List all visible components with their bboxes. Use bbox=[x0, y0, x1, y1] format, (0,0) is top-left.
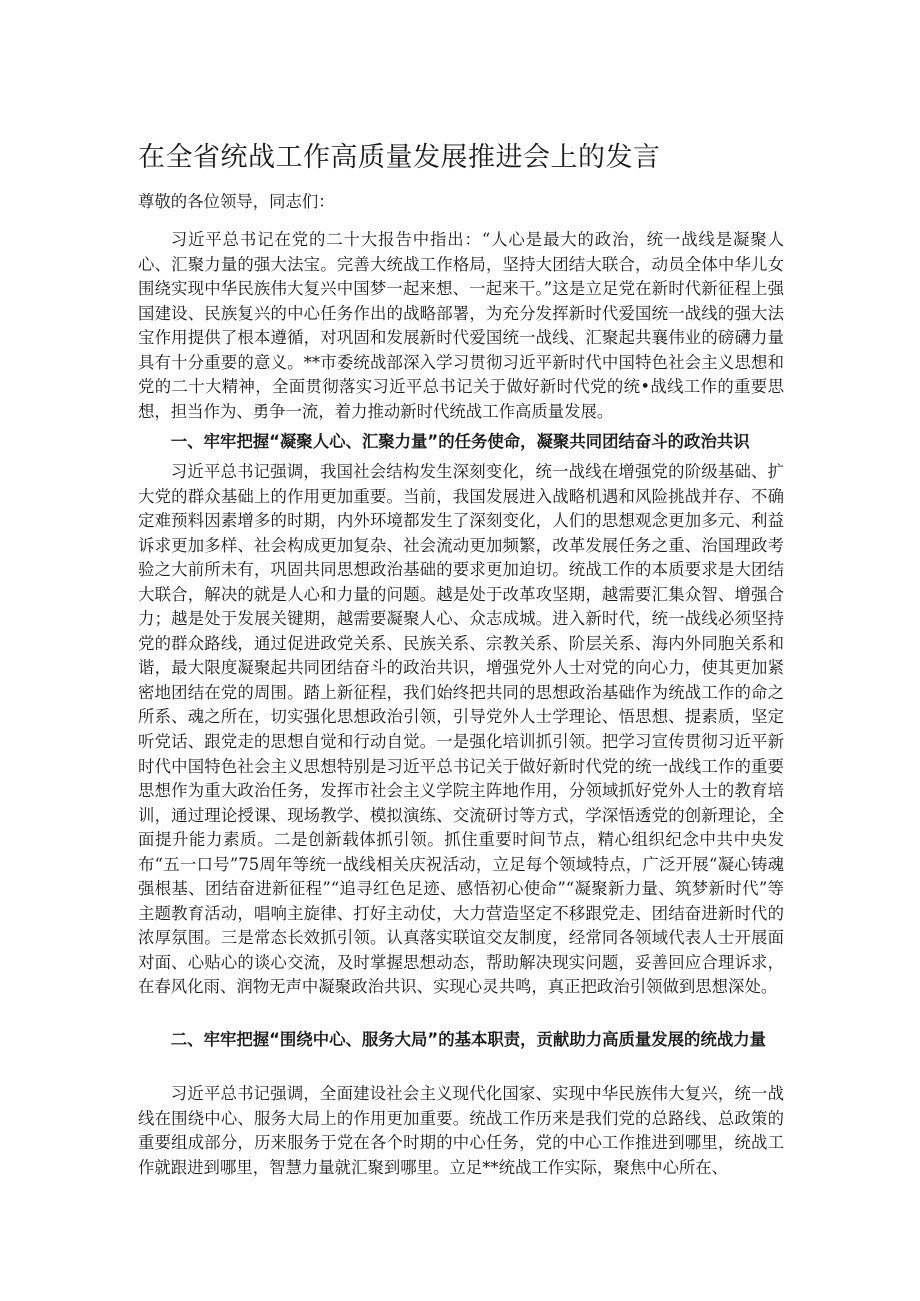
paragraph-section-2: 习近平总书记强调，全面建设社会主义现代化国家、实现中华民族伟大复兴，统一战线在围绕中心、服务大局上的作用更加重要。统战工作历来是我们党的总路线、总政策的重要组成部分，历来服务于党在各个时期的中心任务，党的中心工作推进到哪里，统战工作就跟进到哪里，智慧力量就汇聚到哪里。立足**统战工作实际，聚焦中心所在、 bbox=[138, 1084, 784, 1177]
section-heading-2: 二、牢牢把握“围绕中心、服务大局”的基本职责，贡献助力高质量发展的统战力量 bbox=[170, 1030, 767, 1049]
salutation: 尊敬的各位领导，同志们： bbox=[138, 192, 335, 211]
paragraph-intro: 习近平总书记在党的二十大报告中指出：“人心是最大的政治，统一战线是凝聚人心、汇聚力量的强大法宝。完善大统战工作格局，坚持大团结大联合，动员全体中华儿女围绕实现中华民族伟大复兴中国梦一起来想、一起来干。”这是立足党在新时代新征程上强国建设、民族复兴的中心任务作出的战略部署，为充分发挥新时代爱国统一战线的强大法宝作用提供了根本遵循，对巩固和发展新时代爱国统一战线、汇聚起共襄伟业的磅礴力量具有十分重要的意义。**市委统战部深入学习贯彻习近平新时代中国特色社会主义思想和党的二十大精神，全面贯彻落实习近平总书记关于做好新时代党的统•战线工作的重要思想，担当作为、勇争一流，着力推动新时代统战工作高质量发展。 bbox=[138, 230, 784, 421]
paragraph-section-1: 习近平总书记强调，我国社会结构发生深刻变化，统一战线在增强党的阶级基础、扩大党的群众基础上的作用更加重要。当前，我国发展进入战略机遇和风险挑战并存、不确定难预料因素增多的时期，内外环境都发生了深刻变化，人们的思想观念更加多元、利益诉求更加多样、社会构成更加复杂、社会流动更加频繁，改革发展任务之重、治国理政考验之大前所未有，巩固共同思想政治基础的要求更加迫切。统战工作的本质要求是大团结大联合，解决的就是人心和力量的问题。越是处于改革攻坚期，越需要汇集众智、增强合力；越是处于发展关键期，越需要凝聚人心、众志成城。进入新时代，统一战线必须坚持党的群众路线，通过促进政党关系、民族关系、宗教关系、阶层关系、海内外同胞关系和谐，最大限度凝聚起共同团结奋斗的政治共识，增强党外人士对党的向心力，使其更加紧密地团结在党的周围。踏上新征程，我们始终把共同的思想政治基础作为统战工作的命之所系、魂之所在，切实强化思想政治引领，引导党外人士学理论、悟思想、提素质，坚定听党话、跟党走的思想自觉和行动自觉。一是强化培训抓引领。把学习宣传贯彻习近平新时代中国特色社会主义思想特别是习近平总书记关于做好新时代党的统一战线工作的重要思想作为重大政治任务，发挥市社会主义学院主阵地作用，分领域抓好党外人士的教育培训，通过理论授课、现场教学、模拟演练、交流研讨等方式，学深悟透党的创新理论，全面提升能力素质。二是创新载体抓引领。抓住重要时间节点，精心组织纪念中共中央发布“五一口号”75周年等统一战线相关庆祝活动，立足每个领域特点，广泛开展“凝心铸魂强根基、团结奋进新征程”“追寻红色足迹、感悟初心使命”“凝聚新力量、筑梦新时代”等主题教育活动，唱响主旋律、打好主动仗，大力营造坚定不移跟党走、团结奋进新时代的浓厚氛围。三是常态长效抓引领。认真落实联谊交友制度，经常同各领域代表人士开展面对面、心贴心的谈心交流，及时掌握思想动态，帮助解决现实问题，妥善回应合理诉求，在春风化雨、润物无声中凝聚政治共识、实现心灵共鸣，真正把政治引领做到思想深处。 bbox=[138, 462, 784, 997]
document-title: 在全省统战工作高质量发展推进会上的发言 bbox=[138, 142, 661, 173]
section-heading-1: 一、牢牢把握“凝聚人心、汇聚力量”的任务使命，凝聚共同团结奋斗的政治共识 bbox=[170, 432, 750, 451]
